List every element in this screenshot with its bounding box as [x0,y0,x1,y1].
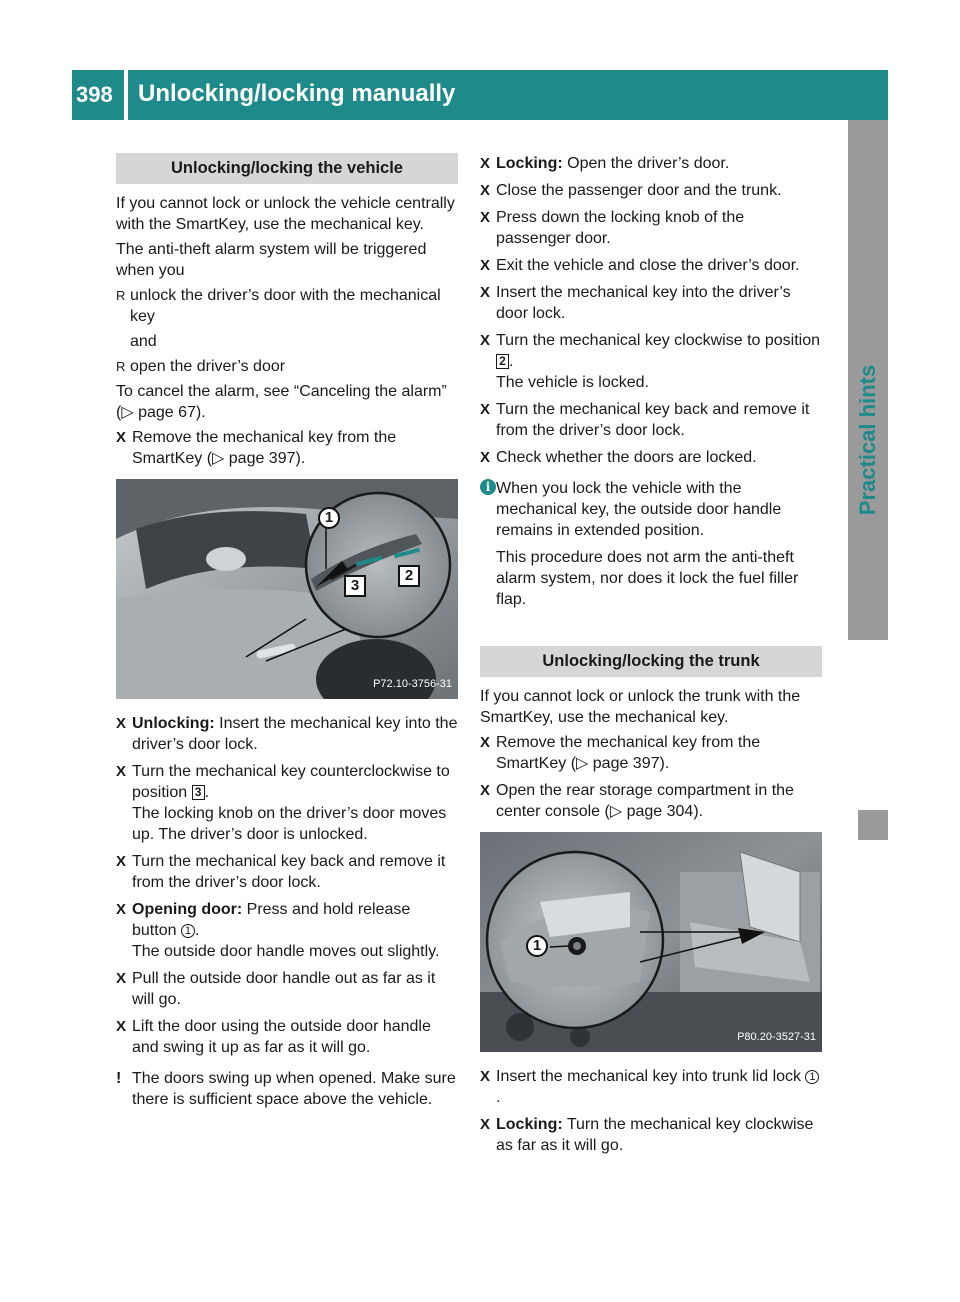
step-x-icon: X [480,449,491,466]
step-x-icon: X [480,734,491,751]
step-insert-trunk-end: . [496,1089,501,1106]
info-note [480,478,822,541]
step-locking-text: Open the driver’s door. [562,155,730,172]
cancel-alarm-end: ). [195,404,206,421]
step-turn-back-text: Turn the mechanical key back and remove it from the driver’s door lock. [132,853,446,891]
step-insert-trunk-text: Insert the mechanical key into trunk lid lock [496,1068,806,1085]
step-x-icon: X [116,1018,127,1035]
figure-door-lock [116,479,458,699]
door-lock-illustration [116,479,458,699]
step-x-icon: X [480,182,491,199]
callout-1: 1 [318,507,340,529]
button-1-badge: 1 [181,924,195,938]
step-remove-text: Remove the mechanical key from the SmartKey ( [132,429,397,467]
warning-icon: ! [116,1070,122,1087]
step-open-storage-text: Open the rear storage compartment in the center console ( [496,782,794,820]
step-pull-handle [116,968,458,1010]
step-x-icon: X [480,401,491,418]
side-tab-marker [858,810,888,840]
step-close-text: Close the passenger door and the trunk. [496,182,782,199]
figure-code-trunk: P80.20-3527-31 [737,1031,816,1043]
step-unlocking-text: Insert the mechanical key into the driver’s door lock. [132,715,458,753]
bullet-open: R open the driver’s door [116,356,458,377]
step-remove-ref[interactable]: page 397 [228,450,296,467]
step-open-storage [480,780,822,822]
step-press-knob [480,207,822,249]
step-exit-vehicle [480,255,822,276]
left-column [116,153,458,1116]
cancel-alarm-ref[interactable]: page 67 [138,404,196,421]
step-turn-cw [480,330,822,393]
warning-text: The doors swing up when opened. Make sure there is sufficient space above the vehicle. [132,1070,456,1108]
step-check-doors [480,447,822,468]
step-unlocking [116,713,458,755]
info-note-cont: This procedure does not arm the anti-theft alarm system, nor does it lock the fuel filler flap. [496,549,799,608]
step-lift-text: Lift the door using the outside door handle and swing it up as far as it will go. [132,1018,431,1056]
step-x-icon: X [480,1068,491,1085]
position-3-badge: 3 [192,785,205,800]
chapter-title: Unlocking/locking manually [138,80,456,107]
page-ref-arrow-icon: ▷ [609,803,627,820]
step-x-icon: X [116,763,127,780]
side-tab-text: Practical hints [855,364,880,516]
step-x-icon: X [480,155,491,172]
step-remove-trunk-end: ). [659,755,670,772]
step-x-icon: X [116,853,127,870]
step-open-result: The outside door handle moves out slightly. [132,943,440,960]
step-x-icon: X [116,901,127,918]
step-turn-cw-text: Turn the mechanical key clockwise to position [496,332,820,349]
step-remove-end: ). [295,450,306,467]
step-open-storage-end: ). [693,803,704,820]
callout-1-trunk: 1 [526,935,548,957]
step-x-icon: X [480,332,491,349]
step-x-icon: X [480,782,491,799]
step-x-icon: X [480,257,491,274]
callout-2: 2 [398,565,420,587]
step-unlocking-label: Unlocking: [132,715,215,732]
step-turn-back-right [480,399,822,441]
step-pull-text: Pull the outside door handle out as far as it will go. [132,970,436,1008]
step-x-icon: X [116,715,127,732]
step-x-icon: X [116,970,127,987]
alarm-paragraph: The anti-theft alarm system will be triggered when you [116,241,427,279]
step-close-doors [480,180,822,201]
step-x-icon: X [480,284,491,301]
step-remove-trunk-ref[interactable]: page 397 [592,755,660,772]
step-lift-door [116,1016,458,1058]
step-locking-trunk [480,1114,822,1156]
step-open-label: Opening door: [132,901,243,918]
step-insert-key [480,282,822,324]
step-turn-cw-result: The vehicle is locked. [496,374,649,391]
step-turn-back-right-text: Turn the mechanical key back and remove it from the driver’s door lock. [496,401,810,439]
intro-paragraph: If you cannot lock or unlock the vehicle centrally with the SmartKey, use the mechanical key. [116,195,455,233]
page-ref-arrow-icon: ▷ [212,450,229,467]
bullet-unlock: R unlock the driver’s door with the mechanical key [116,285,458,327]
step-locking-trunk-label: Locking: [496,1116,563,1133]
step-locking [480,153,822,174]
step-press-text: Press down the locking knob of the passenger door. [496,209,745,247]
section-title-trunk: Unlocking/locking the trunk [480,646,822,677]
step-x-icon: X [116,429,127,446]
info-icon: i [480,479,496,495]
step-turn-ccw [116,761,458,845]
step-turn-ccw-text: Turn the mechanical key counterclockwise to position [132,763,450,801]
right-column [480,153,822,1162]
bullet-and: and [130,333,157,350]
step-remove-key [116,427,458,469]
step-opening-door [116,899,458,962]
side-tab-label [848,120,888,640]
info-text-1: When you lock the vehicle with the mechanical key, the outside door handle remains in extended position. [496,480,782,539]
cancel-alarm-paragraph [116,381,458,423]
position-2-badge: 2 [496,354,509,369]
step-exit-text: Exit the vehicle and close the driver’s door. [496,257,800,274]
header-separator [124,70,128,120]
step-check-text: Check whether the doors are locked. [496,449,757,466]
cancel-alarm-text: To cancel the alarm, see “Canceling the alarm” ( [116,383,447,421]
page-number: 398 [76,82,113,107]
step-remove-trunk-text: Remove the mechanical key from the SmartKey ( [496,734,761,772]
step-open-text: Press and hold release button [132,901,411,939]
step-remove-key-trunk [480,732,822,774]
step-x-icon: X [480,209,491,226]
section-title-vehicle: Unlocking/locking the vehicle [116,153,458,184]
page-ref-arrow-icon: ▷ [576,755,593,772]
figure-code: P72.10-3756-31 [373,678,452,690]
step-insert-trunk [480,1066,822,1108]
step-turn-back [116,851,458,893]
warning-note [116,1068,458,1110]
step-turn-ccw-end: . [204,784,210,801]
step-locking-trunk-text: Turn the mechanical key clockwise as far as it will go. [496,1116,814,1154]
step-x-icon: X [480,1116,491,1133]
page-ref-arrow-icon: ▷ [121,404,139,421]
step-open-storage-ref[interactable]: page 304 [626,803,694,820]
step-locking-label: Locking: [496,155,563,172]
step-turn-ccw-result: The locking knob on the driver’s door moves up. The driver’s door is unlocked. [132,805,447,843]
spacer [480,616,822,646]
lock-1-badge: 1 [805,1070,819,1084]
figure-trunk-lock [480,832,822,1052]
step-insert-text: Insert the mechanical key into the driver’s door lock. [496,284,791,322]
callout-3: 3 [344,575,366,597]
trunk-paragraph: If you cannot lock or unlock the trunk with the SmartKey, use the mechanical key. [480,688,801,726]
step-turn-cw-end: . [509,353,514,370]
step-open-end: . [194,922,200,939]
